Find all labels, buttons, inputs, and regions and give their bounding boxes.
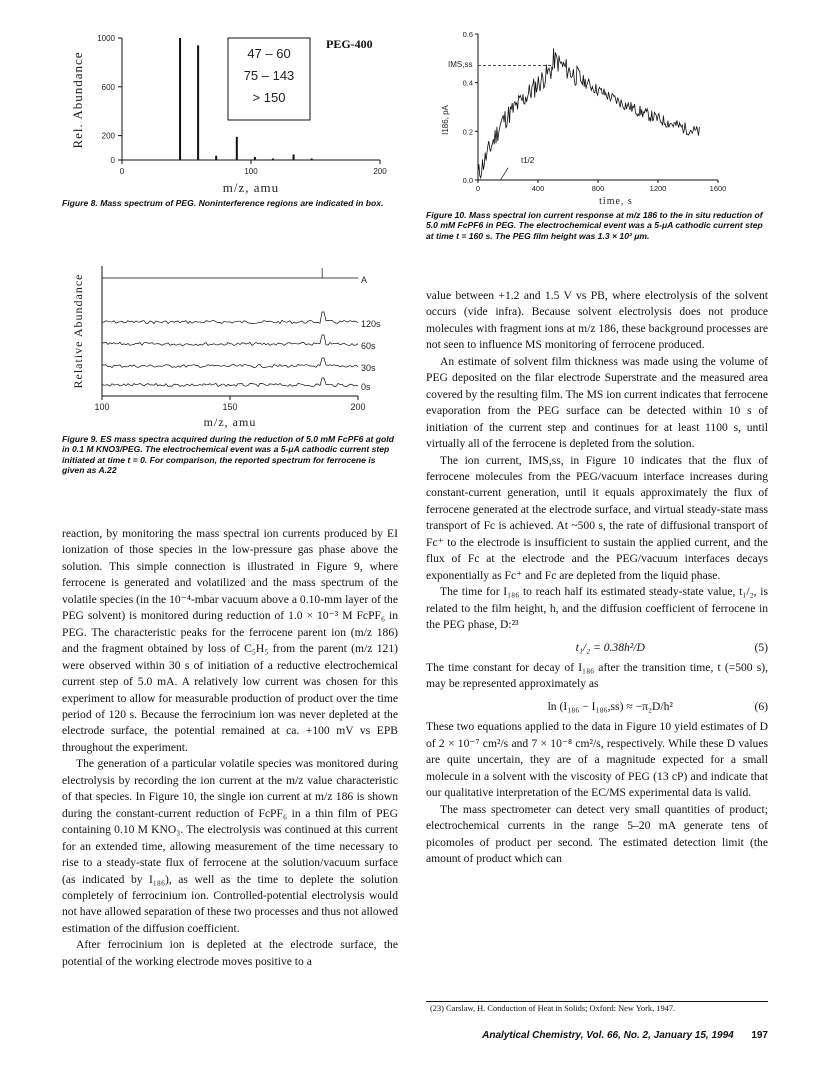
caption-lead: Figure 10. <box>426 210 467 220</box>
spectrum-bar <box>293 155 295 160</box>
ims-ss-label: IMS,ss <box>448 60 473 69</box>
x-tick-label: 0 <box>119 167 125 176</box>
x-tick-label: 150 <box>222 402 238 412</box>
figure-8-caption <box>62 198 398 208</box>
caption-text: Mass spectrum of PEG. Noninterference regions are indicated in box. <box>100 198 384 208</box>
x-tick-label: 200 <box>350 402 366 412</box>
figure-9-caption <box>62 434 398 475</box>
paragraph: value between +1.2 and 1.5 V vs PB, where electrolysis of the solvent occurs (vide infra). Because solvent electrolysis does not produce molecules with fragment ions at m/z 186, these background processes are not seen to influence MS monitoring of ferrocene produced. <box>426 289 768 352</box>
y-axis-label: I186, pA <box>441 105 450 135</box>
footnote: (23) Carslaw, H. Conduction of Heat in Solids; Oxford: New York, 1947. <box>430 1004 676 1013</box>
y-axis-label: Rel. Abundance <box>70 51 85 149</box>
box-label-3: > 150 <box>252 90 286 105</box>
box-label-1: 47 – 60 <box>247 46 291 61</box>
y-tick-label: 600 <box>101 82 115 92</box>
paragraph: The generation of a particular volatile species was monitored during electrolysis by recording the ion current at the m/z value characteristic of that species. In Figure 10, the single ion current at m/z 186 is shown during the constant-current reduction of FcPF₆ in a thin film of PEG containing 0.10 M KNO₃. The electrolysis was continued at this current for an extended time, allowing measurement of the time necessary to rise to a steady-state flux of ferrocene at the solution/vacuum surface (as indicated by I₁₈₆), as well as the time to deplete the solution completely of ferrocinium ion. Controlled-potential electrolysis would not have allowed separation of these two processes and thus not allowed estimation of the diffusion coefficient. <box>62 757 398 935</box>
x-axis-label: time, s <box>599 196 633 207</box>
y-tick-label: 200 <box>101 131 115 141</box>
x-axis-label: m/z, amu <box>203 415 257 429</box>
y-tick-label: 0.4 <box>462 78 473 88</box>
caption-text: Mass spectral ion current response at m/z 186 to the in situ reduction of 5.0 mM FcPF6 in PEG. The electrochemical event was a 5-μA cathodic current step at time t = 160 s. The PEG film height was 1.3 × 10² μm. <box>426 210 763 241</box>
thalf-label: t1/2 <box>521 156 535 165</box>
page-number: 197 <box>751 1030 768 1041</box>
journal-citation: Analytical Chemistry, Vol. 66, No. 2, January 15, 1994 <box>482 1030 734 1041</box>
footnote-rule <box>426 1001 768 1002</box>
spectrum-bar <box>197 45 199 160</box>
equation-number: (5) <box>754 640 768 654</box>
half-time-marker <box>501 168 509 180</box>
trace-label: 60s <box>361 341 376 351</box>
caption-text: ES mass spectra acquired during the reduction of 5.0 mM FcPF6 at gold in 0.1 M KNO3/PEG. The electrochemical event was a 5-μA cathodic current step initiated at time t = 0. For comparison, the reported spectrum for ferrocene is given as A.22 <box>62 434 394 475</box>
paragraph: The time for I₁₈₆ to reach half its estimated steady-state value, t₁/₂, is related to the film height, h, and the diffusion coefficient of ferrocene in the PEG phase, D:²³ <box>426 585 768 632</box>
spectrum-trace <box>102 335 358 346</box>
paragraph: The time constant for decay of I₁₈₆ after the transition time, t (=500 s), may be represented approximately as <box>426 660 768 691</box>
spectrum-bar <box>179 38 181 160</box>
x-tick-label: 0 <box>475 184 481 193</box>
spectrum-bar <box>215 156 217 160</box>
paragraph: The ion current, IMS,ss, in Figure 10 indicates that the flux of ferrocene molecules from the PEG/vacuum interface increases during constant-current generation, until it equals approximately the flux of ferrocene generated at the electrode surface, and virtual steady-state mass transport of Fc is achieved. At ~500 s, the rate of diffusional transport of Fc⁺ to the electrode is insufficient to sustain the applied current, and the flux of Fc at the electrode and the PEG/vacuum interfaces decays exponentially as Fc⁺ and Fc are depleted from the liquid phase. <box>426 453 768 582</box>
paragraph: reaction, by monitoring the mass spectral ion currents produced by EI ionization of those species in the low-pressure gas phase above the solution. This simple connection is illustrated in Figure 9, where ferrocene is generated and volatilized and the mass spectrum of the volatile species (in the 10⁻⁴-mbar vacuum above a 0.10-mm layer of the PEG solvent) is monitored during reduction of 1.0 × 10⁻³ M FcPF₆ in PEG. The characteristic peaks for the ferrocene parent ion (m/z 186) and the fragment obtained by loss of C₅H₅ from the parent (m/z 121) were observed within 30 s of initiation of a reductive electrochemical current step of 5.0 mA. A relatively low current was chosen for this experiment to allow for measurable production of product over the time period of 120 s. Because the ferrocinium ion was never depleted at the electrode surface, the potential remained at ca. +100 mV vs EPB throughout the experiment. <box>62 527 398 754</box>
chart-title: PEG-400 <box>326 37 373 51</box>
spectrum-bar <box>272 159 274 160</box>
figure-9-chart <box>60 258 400 458</box>
equation-expression: t₁/₂ = 0.38h²/D <box>575 640 645 654</box>
y-tick-label: 1000 <box>97 34 115 43</box>
paragraph: An estimate of solvent film thickness was made using the volume of PEG deposited on the filar electrode Superstrate and the measured area covered by the resulting film. The MS ion current indicates that ferrocene evaporation from the PEG surface can be detected within 10 s of initiation of the current step and continues for at least 1100 s, until virtually all of the ferrocene is depleted from the solution. <box>426 354 768 451</box>
ion-current-trace <box>478 48 699 180</box>
x-tick-label: 1600 <box>709 184 727 193</box>
right-column-text <box>426 288 768 867</box>
trace-label: 120s <box>361 319 381 329</box>
box-label-2: 75 – 143 <box>243 68 295 83</box>
spectrum-trace <box>102 378 358 387</box>
page-footer <box>426 1030 768 1041</box>
x-tick-label: 100 <box>244 167 258 176</box>
paragraph: These two equations applied to the data in Figure 10 yield estimates of D of 2 × 10⁻⁷ cm²/s and 7 × 10⁻⁸ cm²/s, respectively. While these D values are quite uncertain, they are of a magnitude expected for a small molecule in a solvent with the viscosity of PEG (13 cP) and indicate that our qualitative interpretation of the EC/MS experimental data is valid. <box>426 720 768 800</box>
caption-lead: Figure 9. <box>62 434 98 444</box>
y-tick-label: 0 <box>110 156 115 165</box>
trace-label: A <box>361 275 368 285</box>
x-axis-label: m/z, amu <box>222 180 280 195</box>
paragraph: After ferrocinium ion is depleted at the electrode surface, the potential of the working electrode moves positive to a <box>62 938 398 968</box>
x-tick-label: 800 <box>591 184 605 193</box>
caption-lead: Figure 8. <box>62 198 98 208</box>
spectrum-bar <box>311 159 313 160</box>
trace-label: 30s <box>361 363 376 373</box>
figure-8-chart <box>60 20 400 200</box>
equation-expression: ln (I₁₈₆ − I₁₈₆,ss) ≈ −π₂D/h² <box>547 699 673 713</box>
x-tick-label: 400 <box>531 184 545 193</box>
equation-6 <box>426 699 768 715</box>
paragraph: The mass spectrometer can detect very small quantities of product; electrochemical currents in the range 5–20 mA generate tens of picomoles of product per second. The estimated detection limit (the amount of product which can <box>426 802 768 865</box>
spectrum-trace <box>102 312 358 324</box>
figure-10-caption <box>426 210 766 241</box>
y-tick-label: 0.2 <box>462 127 473 137</box>
left-column-text <box>62 526 398 970</box>
x-tick-label: 1200 <box>649 184 667 193</box>
spectrum-bar <box>254 157 256 160</box>
y-axis-label: Relative Abundance <box>71 273 85 389</box>
equation-5 <box>426 640 768 656</box>
trace-label: 0s <box>361 382 371 392</box>
spectrum-bar <box>236 137 238 160</box>
x-tick-label: 100 <box>94 402 110 412</box>
figure-10-chart <box>418 20 758 210</box>
y-tick-label: 0.6 <box>462 30 473 39</box>
x-tick-label: 200 <box>373 167 387 176</box>
spectrum-trace <box>102 358 358 368</box>
spectrum-trace <box>102 268 358 278</box>
y-tick-label: 0.0 <box>462 176 473 185</box>
equation-number: (6) <box>754 699 768 713</box>
